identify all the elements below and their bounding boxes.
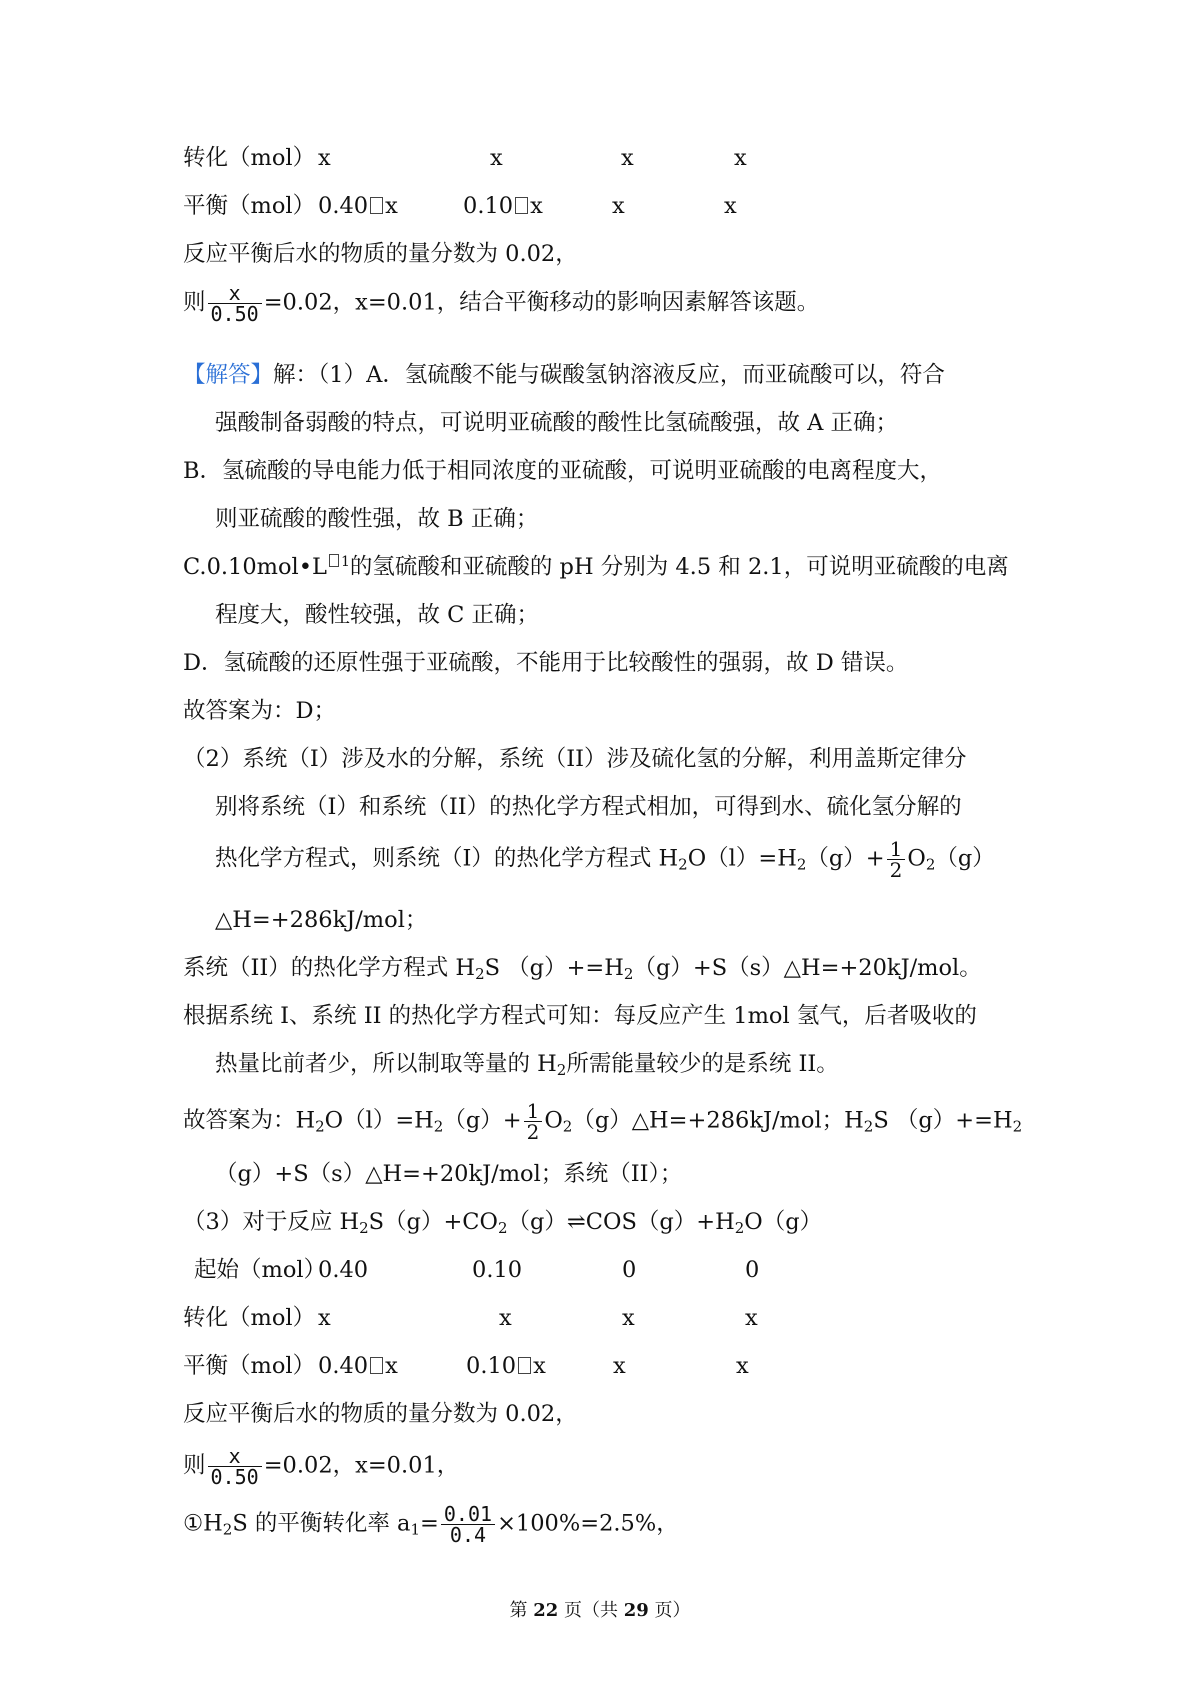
equilibrium-row — [183, 190, 983, 222]
calc-line: 则 $\frac{x}{0.50}$ =0.02，x=0.01，结合平衡移动的影响因素解答该题。 — [183, 281, 820, 326]
row-label: 转化（mol） — [183, 145, 316, 171]
text-line: 反应平衡后水的物质的量分数为 0.02， — [183, 241, 578, 267]
cell: 0.10 — [472, 1257, 523, 1283]
answer-tag: 【解答】 — [183, 362, 274, 388]
text-line: 别将系统（I）和系统（II）的热化学方程式相加，可得到水、硫化氢分解的 — [215, 794, 962, 820]
text-line: D．氢硫酸的还原性强于亚硫酸，不能用于比较酸性的强弱，故 D 错误。 — [183, 650, 909, 676]
cell: x — [724, 193, 737, 219]
cell: x — [612, 193, 625, 219]
cell: x — [734, 145, 747, 171]
calc-line: 则 $\frac{x}{0.50}$ =0.02，x=0.01， — [183, 1444, 460, 1489]
cell: x — [621, 145, 634, 171]
conversion-row — [183, 142, 983, 174]
fraction: $\frac{0.01}{0.4}$ — [441, 1504, 495, 1545]
page-footer: 第 22 页（共 29 页） — [509, 1600, 691, 1621]
text-line: 程度大，酸性较强，故 C 正确； — [215, 602, 540, 628]
equation-line: （3）对于反应 $H_2S(g)+CO_2(g)\rightleftharpoons COS(g)+H_2O(g)$ — [183, 1209, 823, 1237]
text-line: 热量比前者少，所以制取等量的 $H_2$所需能量较少的是系统 II。 — [215, 1051, 839, 1079]
conversion-rate-line: $①H_2S$ 的平衡转化率 $a_1=$ $\frac{0.01}{0.4}$ ×100%=2.5%， — [183, 1502, 679, 1547]
text-line: 根据系统 I、系统 II 的热化学方程式可知：每反应产生 1mol 氢气，后者吸收的 — [183, 1003, 977, 1029]
text-line: C.0.10mol•L $^1$的氢硫酸和亚硫酸的 pH 分别为 4.5 和 2.1，可说明亚硫酸的电离 — [183, 554, 1009, 580]
text-line: （2）系统（I）涉及水的分解，系统（II）涉及硫化氢的分解，利用盖斯定律分 — [183, 746, 967, 772]
conversion-row — [183, 1302, 983, 1334]
cell: 0 — [622, 1257, 637, 1283]
page-number: 22 — [533, 1600, 559, 1621]
row-label: 转化（mol） — [183, 1305, 316, 1331]
text-line: 则亚硫酸的酸性强，故 B 正确； — [215, 506, 539, 532]
equation-line: 热化学方程式，则系统（I）的热化学方程式 $H_2O(l)=H_2(g)+$ $\frac{1}{2}$ $O_2(g)$ — [215, 837, 995, 882]
text-line: 强酸制备弱酸的特点，可说明亚硫酸的酸性比氢硫酸强，故 A 正确； — [215, 410, 899, 436]
start-row — [183, 1254, 983, 1286]
row-label: 平衡（mol） — [183, 1353, 316, 1379]
text-line: 反应平衡后水的物质的量分数为 0.02， — [183, 1401, 578, 1427]
row-label: 平衡（mol） — [183, 193, 316, 219]
cell: 0.40 — [318, 1257, 369, 1283]
cell: x — [318, 1305, 331, 1331]
cell: x — [736, 1353, 749, 1379]
cell: x — [490, 145, 503, 171]
text-line: B．氢硫酸的导电能力低于相同浓度的亚硫酸，可说明亚硫酸的电离程度大， — [183, 458, 943, 484]
text-line: △H=+286kJ/mol； — [215, 907, 428, 933]
cell: x — [745, 1305, 758, 1331]
fraction: $\frac{1}{2}$ — [524, 1101, 543, 1142]
cell: 0 — [745, 1257, 760, 1283]
cell: x — [622, 1305, 635, 1331]
cell: 0.10 x — [466, 1353, 546, 1379]
fraction: $\frac{x}{0.50}$ — [208, 283, 262, 324]
cell: 0.10 x — [463, 193, 543, 219]
text-line: 故答案为：D； — [183, 698, 337, 724]
fraction: $\frac{x}{0.50}$ — [208, 1446, 262, 1487]
text-line: （g）+S（s）△H=+20kJ/mol；系统（II）； — [215, 1161, 683, 1187]
cell: x — [499, 1305, 512, 1331]
equation-line: 系统（II）的热化学方程式 $H_2S$ $(g)+=H_2(g)+S(s)\triangle H=+20kJ$/mol。 — [183, 955, 982, 983]
total-pages: 29 — [623, 1600, 649, 1621]
equilibrium-row — [183, 1350, 983, 1382]
fraction: $\frac{1}{2}$ — [887, 839, 906, 880]
answer-line: 【解答】解：（1）A．氢硫酸不能与碳酸氢钠溶液反应，而亚硫酸可以，符合 — [183, 362, 945, 388]
cell: x — [613, 1353, 626, 1379]
cell: 0.40 x — [318, 193, 398, 219]
cell: x — [318, 145, 331, 171]
equation-line: 故答案为：$H_2O(l)=H_2(g)+$ $\frac{1}{2}$ $O_2(g)\triangle H=+286kJ$/mol；$H_2S$ $(g)+=H_2$ — [183, 1099, 1023, 1144]
row-label: 起始（mol） — [194, 1257, 327, 1283]
cell: 0.40 x — [318, 1353, 398, 1379]
